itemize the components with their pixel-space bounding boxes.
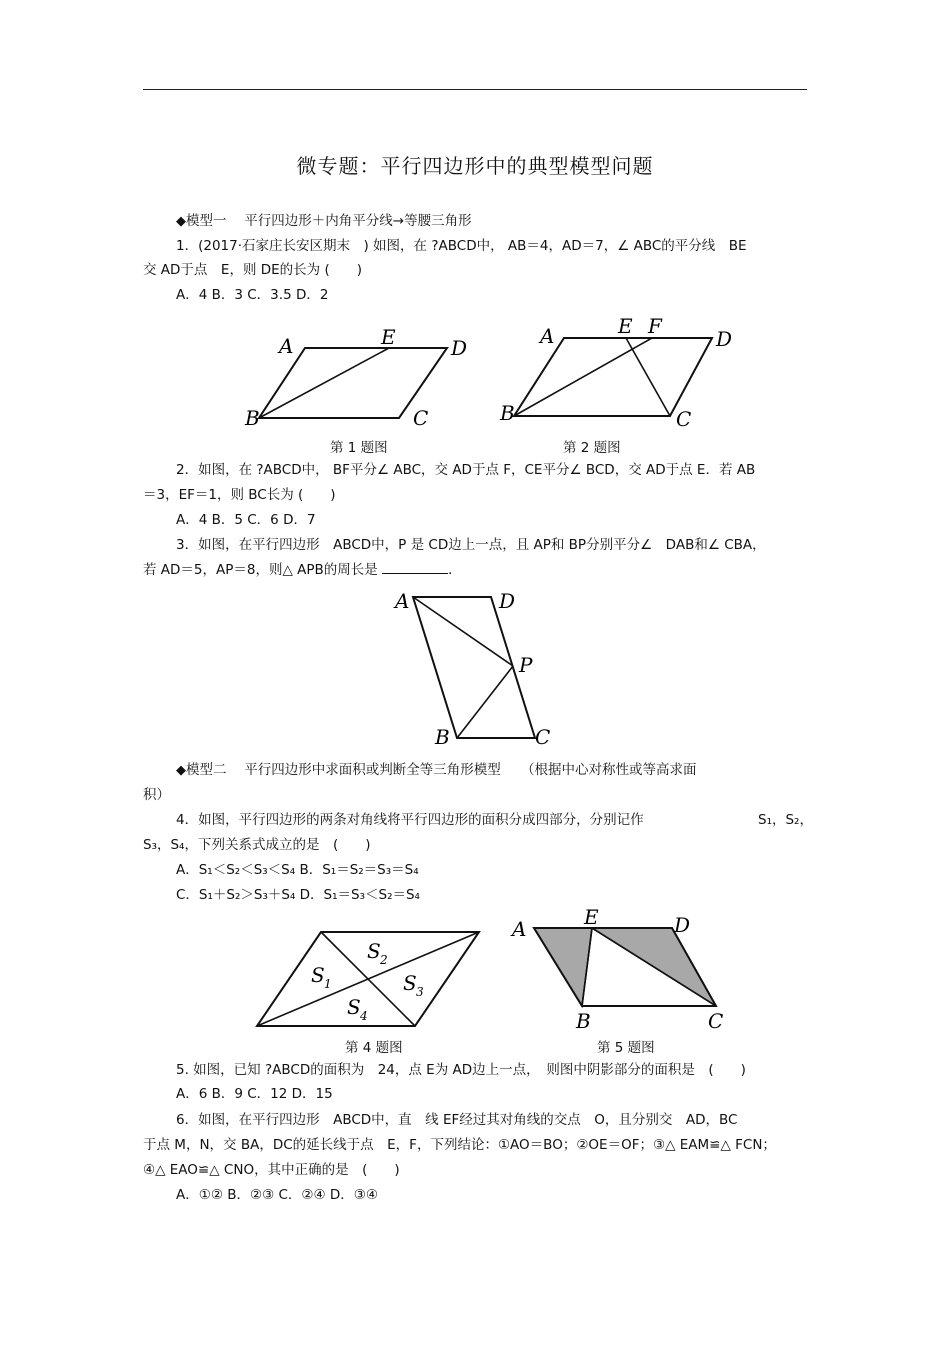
label-c: C xyxy=(413,406,429,430)
bisector-ce xyxy=(626,338,670,416)
label-s3-sub: 3 xyxy=(416,985,424,999)
section-model-2-cont: 积） xyxy=(143,787,170,803)
q6-line1: 6．如图，在平行四边形 ABCD中，直 线 EF经过其对角线的交点 O，且分别交 AD，BC xyxy=(176,1112,738,1128)
segment-ap xyxy=(413,597,513,666)
section-model-1 xyxy=(176,212,846,231)
label-p: P xyxy=(519,653,533,677)
label-a: A xyxy=(512,917,527,941)
q5-options: A．6 B．9 C．12 D．15 xyxy=(176,1086,333,1102)
diamond-bullet-icon: ◆ xyxy=(176,763,186,778)
label-e: E xyxy=(381,325,396,349)
q3-text: 若 AD＝5，AP＝8，则△ APB的周长是 xyxy=(143,562,378,578)
segment-bp xyxy=(457,666,513,738)
q2-line2: ＝3，EF＝1，则 BC长为 ( ) xyxy=(143,487,336,503)
q5-line1: 5. 如图，已知 ?ABCD的面积为 24，点 E为 AD边上一点， 则图中阴影部分的面积是 ( ) xyxy=(176,1062,746,1078)
q4-option-cd: C．S₁＋S₂＞S₃＋S₄ D．S₁＝S₃＜S₂＝S₄ xyxy=(176,887,420,903)
label-f: F xyxy=(648,314,662,338)
section-title: 模型一 平行四边形＋内角平分线→等腰三角形 xyxy=(186,213,472,229)
label-a: A xyxy=(540,324,555,348)
label-s1: S xyxy=(311,963,325,987)
bisector-be xyxy=(259,348,389,418)
label-b: B xyxy=(576,1009,591,1033)
label-c: C xyxy=(535,725,551,749)
figure-4 xyxy=(255,930,483,1030)
label-d: D xyxy=(499,589,516,613)
figure-5-caption: 第 5 题图 xyxy=(597,1040,655,1056)
q1-line1: 1．(2017·石家庄长安区期末 ) 如图，在 ?ABCD中， AB＝4，AD＝7，∠ ABC的平分线 BE xyxy=(176,238,747,254)
top-rule xyxy=(143,89,807,90)
label-d: D xyxy=(451,336,468,360)
figure-1-caption: 第 1 题图 xyxy=(330,440,388,456)
answer-blank xyxy=(382,561,448,574)
q3-line1: 3．如图，在平行四边形 ABCD中，P 是 CD边上一点，且 AP和 BP分别平分∠ DAB和∠ CBA， xyxy=(176,537,766,553)
q1-line2: 交 AD于点 E，则 DE的长为 ( ) xyxy=(143,262,362,278)
label-s2-sub: 2 xyxy=(380,953,388,967)
q4-line1 xyxy=(176,811,813,829)
label-s1-sub: 1 xyxy=(324,977,332,991)
label-a: A xyxy=(395,589,410,613)
label-s4-sub: 4 xyxy=(360,1009,368,1023)
label-s3: S xyxy=(403,971,417,995)
q2-options: A．4 B．5 C．6 D．7 xyxy=(176,512,316,528)
section-model-2 xyxy=(176,761,846,780)
label-e: E xyxy=(584,905,599,929)
diamond-bullet-icon: ◆ xyxy=(176,214,186,229)
label-s4: S xyxy=(347,995,361,1019)
figure-5 xyxy=(510,905,726,1033)
label-c: C xyxy=(676,407,692,431)
q6-line3: ④△ EAO≌△ CNO，其中正确的是 ( ) xyxy=(143,1162,400,1178)
figure-2-caption: 第 2 题图 xyxy=(563,440,621,456)
q6-line2: 于点 M，N，交 BA，DC的延长线于点 E，F，下列结论：①AO＝BO；②OE＝OF；③△ EAM≌△ FCN； xyxy=(143,1137,776,1153)
q2-line1: 2．如图，在 ?ABCD中， BF平分∠ ABC，交 AD于点 F，CE平分∠ BCD，交 AD于点 E．若 AB xyxy=(176,462,756,478)
label-s2: S xyxy=(367,939,381,963)
page-title: 微专题：平行四边形中的典型模型问题 xyxy=(296,154,654,178)
q6-options: A．①② B．②③ C．②④ D．③④ xyxy=(176,1187,379,1203)
bisector-bf xyxy=(514,338,652,416)
parallelogram-abcd xyxy=(514,338,712,416)
figure-4-caption: 第 4 题图 xyxy=(345,1040,403,1056)
figure-1 xyxy=(245,325,468,430)
label-b: B xyxy=(500,401,515,425)
label-b: B xyxy=(245,406,260,430)
figure-2 xyxy=(500,314,736,431)
q1-options: A．4 B．3 C．3.5 D．2 xyxy=(176,287,329,303)
figure-3 xyxy=(395,589,553,749)
q4-line2: S₃，S₄，下列关系式成立的是 ( ) xyxy=(143,837,371,853)
label-b: B xyxy=(435,725,450,749)
label-d: D xyxy=(716,327,733,351)
q3-line2 xyxy=(143,561,813,579)
q4-option-ab: A．S₁＜S₂＜S₃＜S₄ B．S₁＝S₂＝S₃＝S₄ xyxy=(176,862,419,878)
q4-text: 4．如图，平行四边形的两条对角线将平行四边形的面积分成四部分，分别记作 xyxy=(176,812,644,828)
label-c: C xyxy=(708,1009,724,1033)
q3-period: ． xyxy=(448,562,462,578)
q4-areas: S₁，S₂， xyxy=(758,812,813,828)
label-d: D xyxy=(674,913,691,937)
label-e: E xyxy=(618,314,633,338)
section-title: 模型二 平行四边形中求面积或判断全等三角形模型 （根据中心对称性或等高求面 xyxy=(186,762,697,778)
label-a: A xyxy=(279,334,294,358)
